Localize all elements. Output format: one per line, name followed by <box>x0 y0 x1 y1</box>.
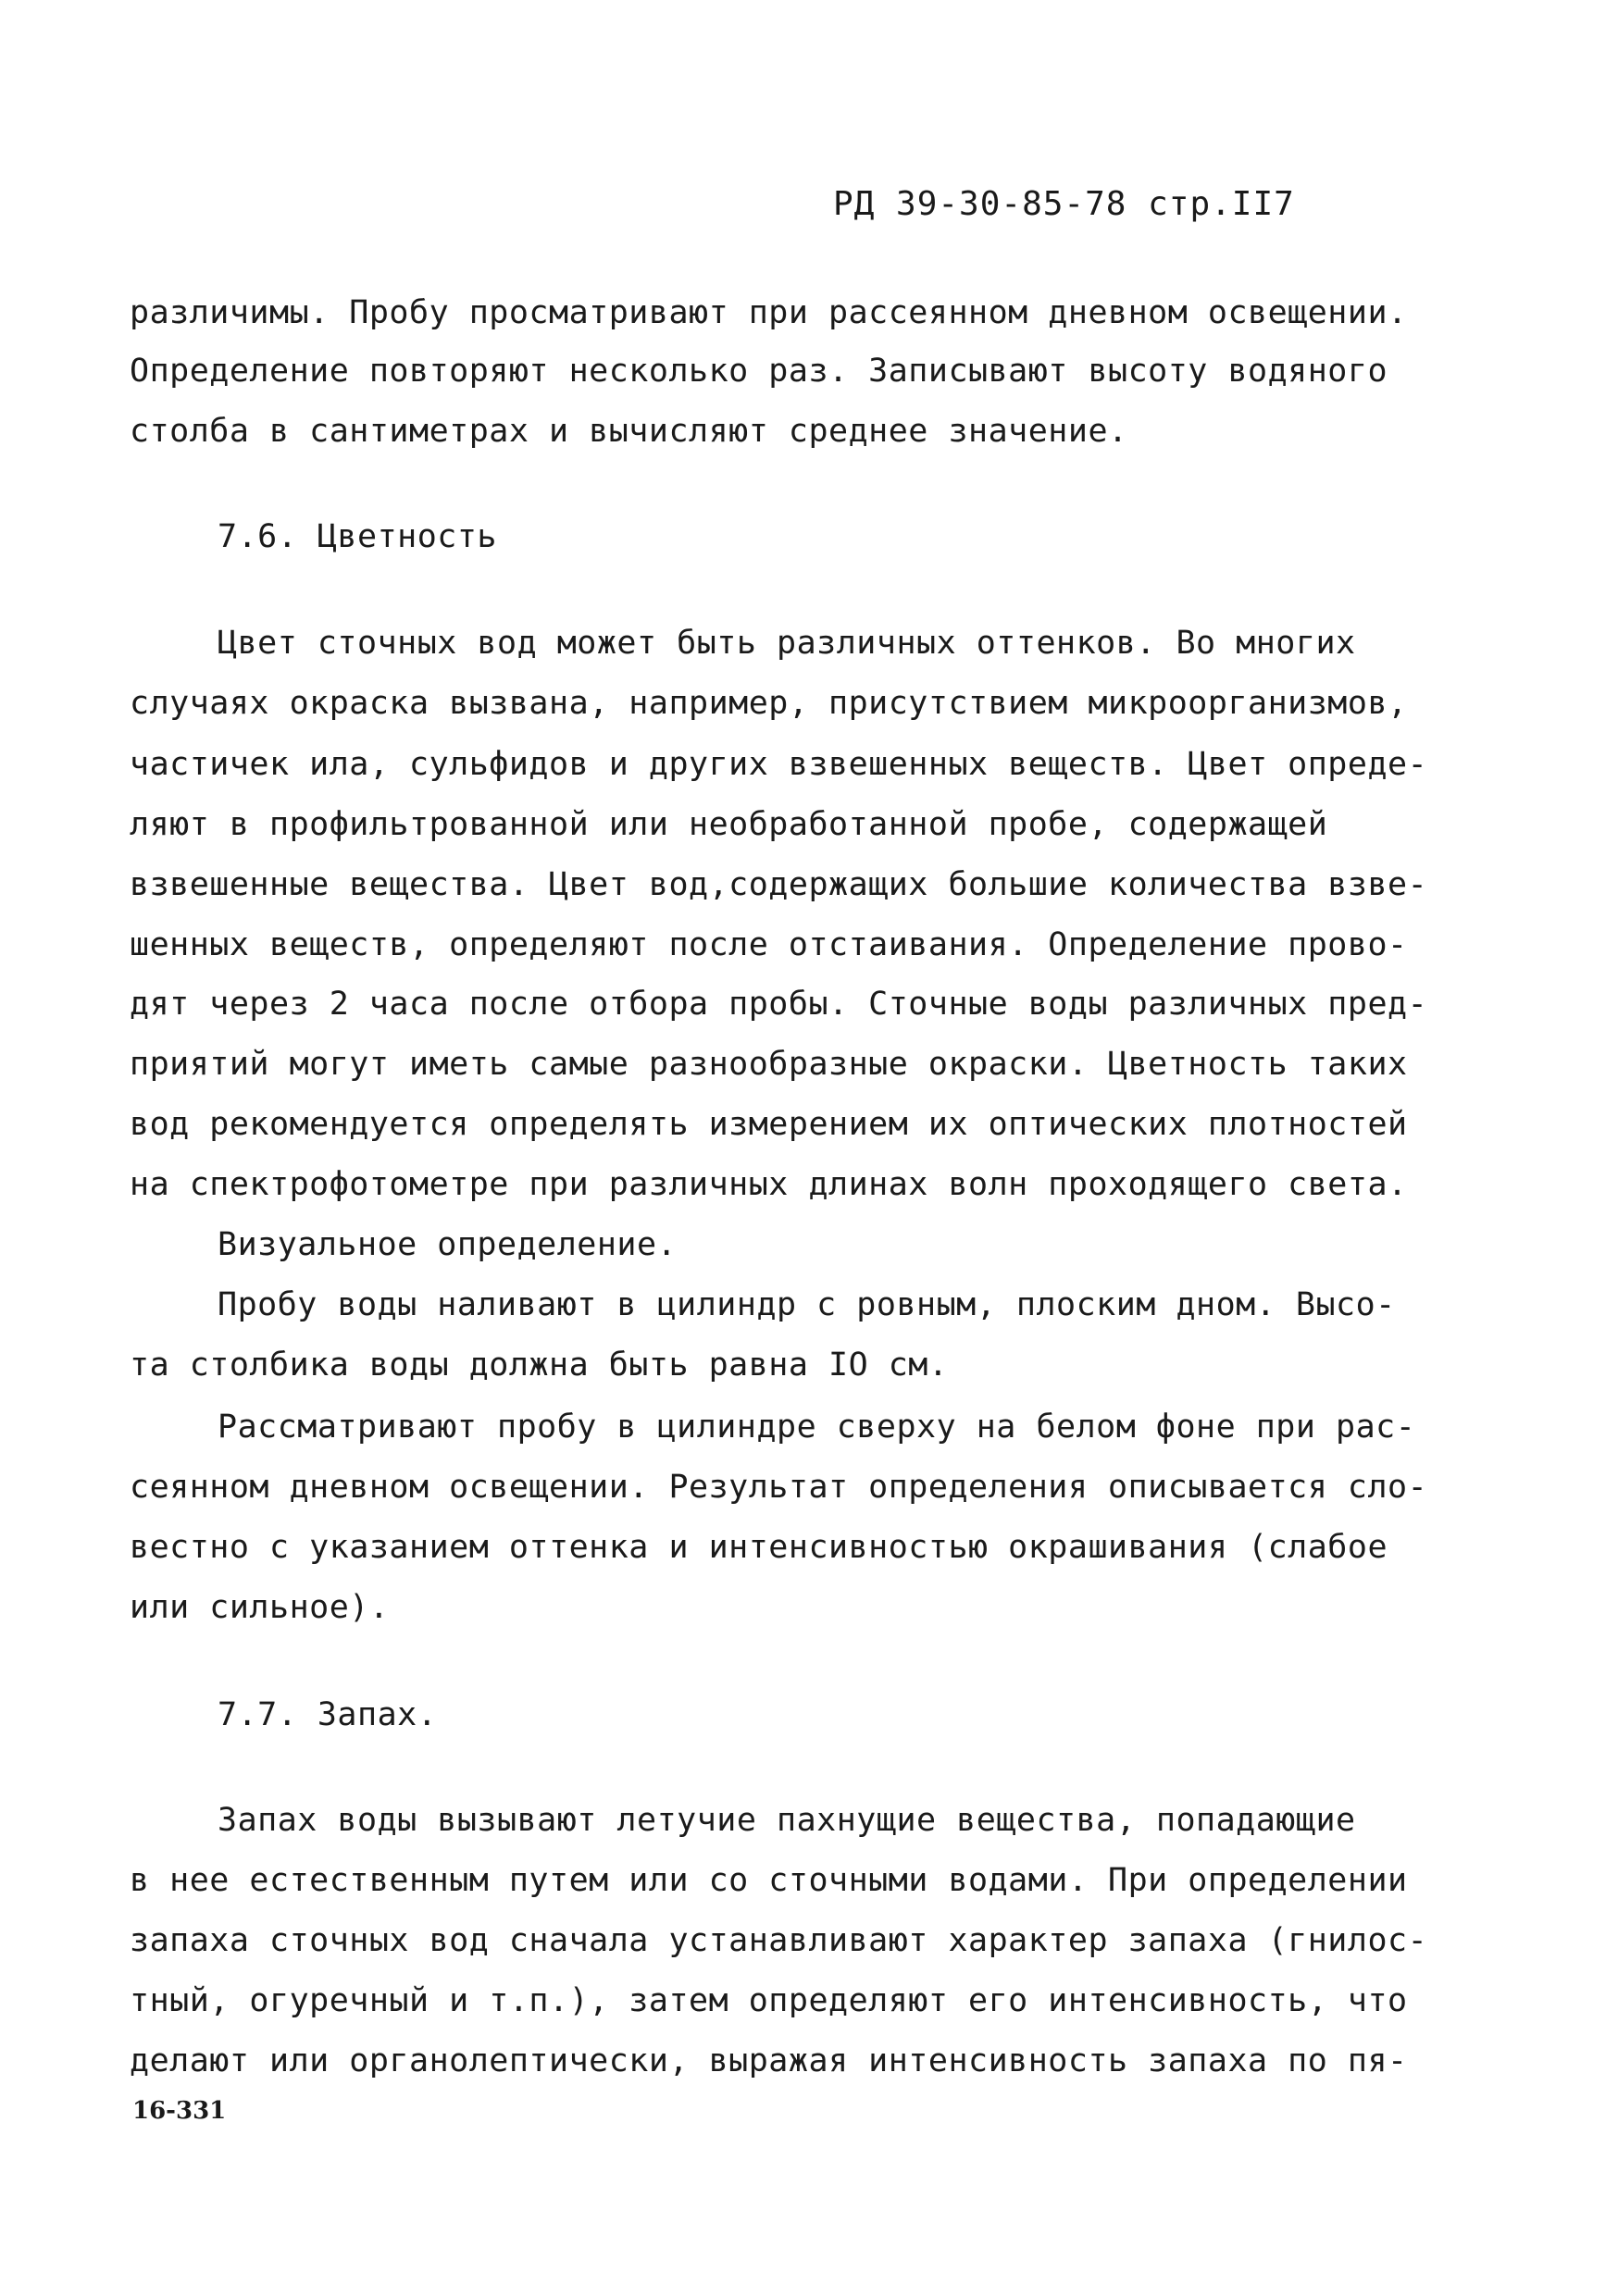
text-line: тный, огуречный и т.п.), затем определяют его интенсивность, что <box>130 1982 1408 2019</box>
section-heading: 7.7. Запах. <box>218 1696 438 1733</box>
text-line: Визуальное определение. <box>218 1226 678 1263</box>
text-line: или сильное). <box>130 1589 390 1626</box>
text-line: сеянном дневном освещении. Результат определения описывается сло- <box>130 1469 1428 1506</box>
page-header: РД 39-30-85-78 стр.II7 <box>833 185 1295 223</box>
text-line: ляют в профильтрованной или необработанной пробе, содержащей <box>130 806 1328 843</box>
text-line: Определение повторяют несколько раз. Записывают высоту водяного <box>130 353 1388 390</box>
text-line: дят через 2 часа после отбора пробы. Сточные воды различных пред- <box>130 986 1428 1023</box>
text-line: различимы. Пробу просматривают при рассеянном дневном освещении. <box>130 294 1408 331</box>
text-line: Запах воды вызывают летучие пахнущие вещества, попадающие <box>218 1802 1356 1839</box>
text-line: на спектрофотометре при различных длинах волн проходящего света. <box>130 1166 1408 1203</box>
text-line: делают или органолептически, выражая интенсивность запаха по пя- <box>130 2042 1408 2079</box>
text-line: столба в сантиметрах и вычисляют среднее значение. <box>130 413 1128 450</box>
text-line: взвешенные вещества. Цвет вод,содержащих большие количества взве- <box>130 866 1428 903</box>
text-line: та столбика воды должна быть равна IO см. <box>130 1347 949 1384</box>
text-line: вод рекомендуется определять измерением их оптических плотностей <box>130 1106 1408 1143</box>
text-line: приятий могут иметь самые разнообразные окраски. Цветность таких <box>130 1046 1408 1083</box>
text-line: частичек ила, сульфидов и других взвешенных веществ. Цвет опреде- <box>130 746 1428 783</box>
sheet-mark: 16-331 <box>132 2097 227 2125</box>
section-heading: 7.6. Цветность <box>218 518 498 555</box>
text-line: запаха сточных вод сначала устанавливают характер запаха (гнилос- <box>130 1922 1428 1959</box>
text-line: Рассматривают пробу в цилиндре сверху на белом фоне при рас- <box>218 1409 1416 1446</box>
text-line: вестно с указанием оттенка и интенсивностью окрашивания (слабое <box>130 1529 1388 1566</box>
text-line: случаях окраска вызвана, например, присутствием микроорганизмов, <box>130 685 1408 722</box>
text-line: в нее естественным путем или со сточными водами. При определении <box>130 1862 1408 1899</box>
text-line: Цвет сточных вод может быть различных оттенков. Во многих <box>218 625 1356 662</box>
text-line: шенных веществ, определяют после отстаивания. Определение прово- <box>130 926 1408 963</box>
text-line: Пробу воды наливают в цилиндр с ровным, плоским дном. Высо- <box>218 1286 1396 1323</box>
